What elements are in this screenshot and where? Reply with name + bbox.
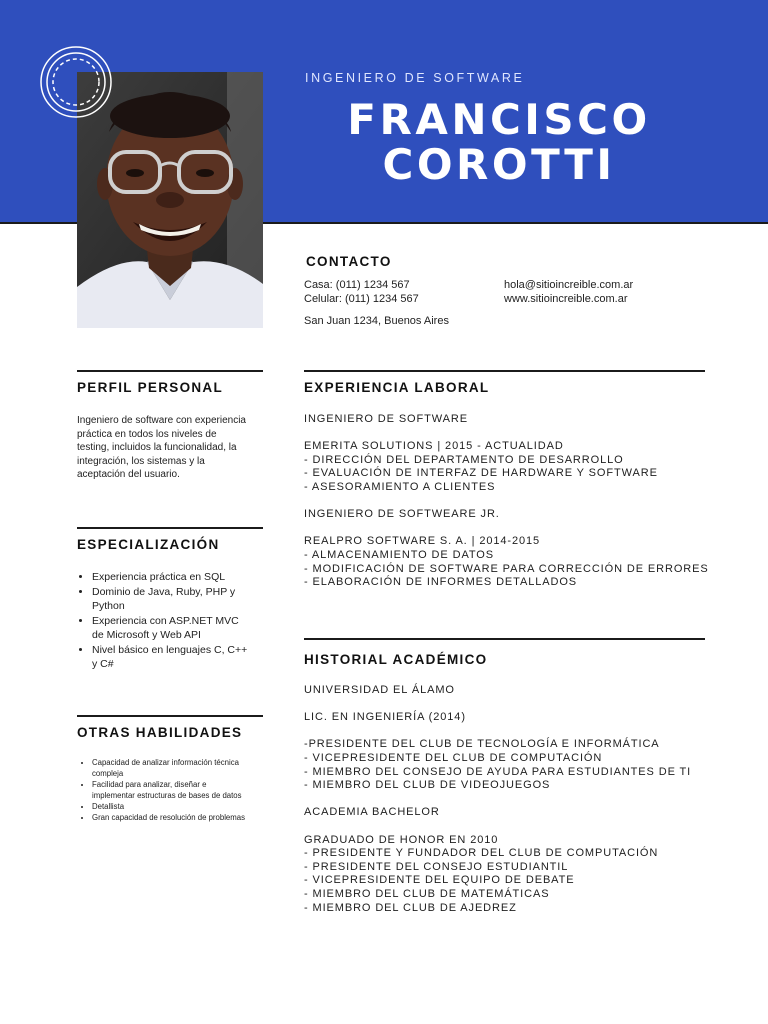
experience-line <box>304 495 714 509</box>
education-line: - PRESIDENTE DEL CONSEJO ESTUDIANTIL <box>304 860 569 873</box>
education-line: - MIEMBRO DEL CONSEJO DE AYUDA PARA ESTUDIANTES DE TI <box>304 765 692 778</box>
profile-text <box>77 414 267 482</box>
profile-heading: PERFIL PERSONAL <box>77 380 224 395</box>
experience-line: - ELABORACIÓN DE INFORMES DETALLADOS <box>304 576 578 589</box>
experience-body <box>304 413 714 590</box>
list-item: • Experiencia con ASP.NET MVC de Microsoft y Web API <box>92 614 267 643</box>
list-item: • Gran capacidad de resolución de problemas <box>92 812 267 823</box>
education-line: UNIVERSIDAD EL ÁLAMO <box>304 684 455 696</box>
education-line: - MIEMBRO DEL CLUB DE AJEDREZ <box>304 901 517 914</box>
home-phone: Casa: (011) 1234 567 <box>304 279 410 291</box>
experience-line: - ASESORAMIENTO A CLIENTES <box>304 480 496 493</box>
contact-heading: CONTACTO <box>306 254 392 269</box>
experience-line: REALPRO SOFTWARE S. A. | 2014-2015 <box>304 535 541 548</box>
education-body <box>304 684 724 915</box>
experience-line: EMERITA SOLUTIONS | 2015 - ACTUALIDAD <box>304 440 564 453</box>
education-line: GRADUADO DE HONOR EN 2010 <box>304 833 499 846</box>
education-line: - VICEPRESIDENTE DEL CLUB DE COMPUTACIÓN <box>304 751 603 764</box>
experience-rule <box>304 370 705 372</box>
specialization-list-wrap <box>77 570 267 672</box>
experience-line: - DIRECCIÓN DEL DEPARTAMENTO DE DESARROLLO <box>304 453 624 466</box>
name-first: FRANCISCO <box>347 95 651 144</box>
experience-heading: EXPERIENCIA LABORAL <box>304 380 490 395</box>
profile-line: testing, incluidos la funcionalidad, la <box>77 442 237 453</box>
education-rule <box>304 638 705 640</box>
education-line: - MIEMBRO DEL CLUB DE MATEMÁTICAS <box>304 887 550 900</box>
experience-line: - MODIFICACIÓN DE SOFTWARE PARA CORRECCIÓN DE ERRORES <box>304 562 709 575</box>
education-line: - MIEMBRO DEL CLUB DE VIDEOJUEGOS <box>304 779 551 792</box>
education-heading: HISTORIAL ACADÉMICO <box>304 652 488 667</box>
name-last: COROTTI <box>382 140 616 189</box>
list-item: • Experiencia práctica en SQL <box>92 570 267 585</box>
list-item: • Nivel básico en lenguajes C, C++ y C# <box>92 643 267 672</box>
education-line: - PRESIDENTE Y FUNDADOR DEL CLUB DE COMPUTACIÓN <box>304 847 659 860</box>
education-line <box>304 698 724 712</box>
profile-line: aceptación del usuario. <box>77 469 180 480</box>
decorative-circles-icon <box>39 45 113 119</box>
education-line <box>304 820 724 834</box>
mobile-phone: Celular: (011) 1234 567 <box>304 293 419 305</box>
skills-heading: OTRAS HABILIDADES <box>77 725 243 740</box>
skills-rule <box>77 715 263 717</box>
experience-line: INGENIERO DE SOFTWEARE JR. <box>304 508 500 521</box>
education-line: -PRESIDENTE DEL CLUB DE TECNOLOGÍA E INFORMÁTICA <box>304 738 660 751</box>
specialization-rule <box>77 527 263 529</box>
website[interactable]: www.sitioincreible.com.ar <box>504 293 628 305</box>
specialization-list <box>77 570 267 672</box>
skills-list-wrap <box>77 757 267 823</box>
education-line: ACADEMIA BACHELOR <box>304 806 440 819</box>
education-line <box>304 793 724 807</box>
list-item: • Facilidad para analizar, diseñar e implementar estructuras de bases de datos <box>92 779 267 801</box>
education-line: - VICEPRESIDENTE DEL EQUIPO DE DEBATE <box>304 874 575 887</box>
experience-line: INGENIERO DE SOFTWARE <box>304 413 468 425</box>
skills-list <box>77 757 267 823</box>
profile-line: práctica en todos los niveles de <box>77 428 217 440</box>
profile-line: Ingeniero de software con experiencia <box>77 415 246 426</box>
profile-line: integración, los sistemas y la <box>77 455 205 467</box>
education-line: LIC. EN INGENIERÍA (2014) <box>304 711 466 724</box>
list-item: • Capacidad de analizar información técnica compleja <box>92 757 267 779</box>
experience-line: - EVALUACIÓN DE INTERFAZ DE HARDWARE Y SOFTWARE <box>304 467 658 480</box>
experience-line <box>304 427 714 441</box>
experience-line <box>304 522 714 536</box>
list-item: • Dominio de Java, Ruby, PHP y Python <box>92 585 267 614</box>
email[interactable]: hola@sitioincreible.com.ar <box>504 279 634 291</box>
experience-line: - ALMACENAMIENTO DE DATOS <box>304 548 494 561</box>
list-item: • Detallista <box>92 801 267 812</box>
job-title: INGENIERO DE SOFTWARE <box>305 71 525 85</box>
profile-rule <box>77 370 263 372</box>
address: San Juan 1234, Buenos Aires <box>304 315 449 327</box>
specialization-heading: ESPECIALIZACIÓN <box>77 537 220 552</box>
education-line <box>304 725 724 739</box>
